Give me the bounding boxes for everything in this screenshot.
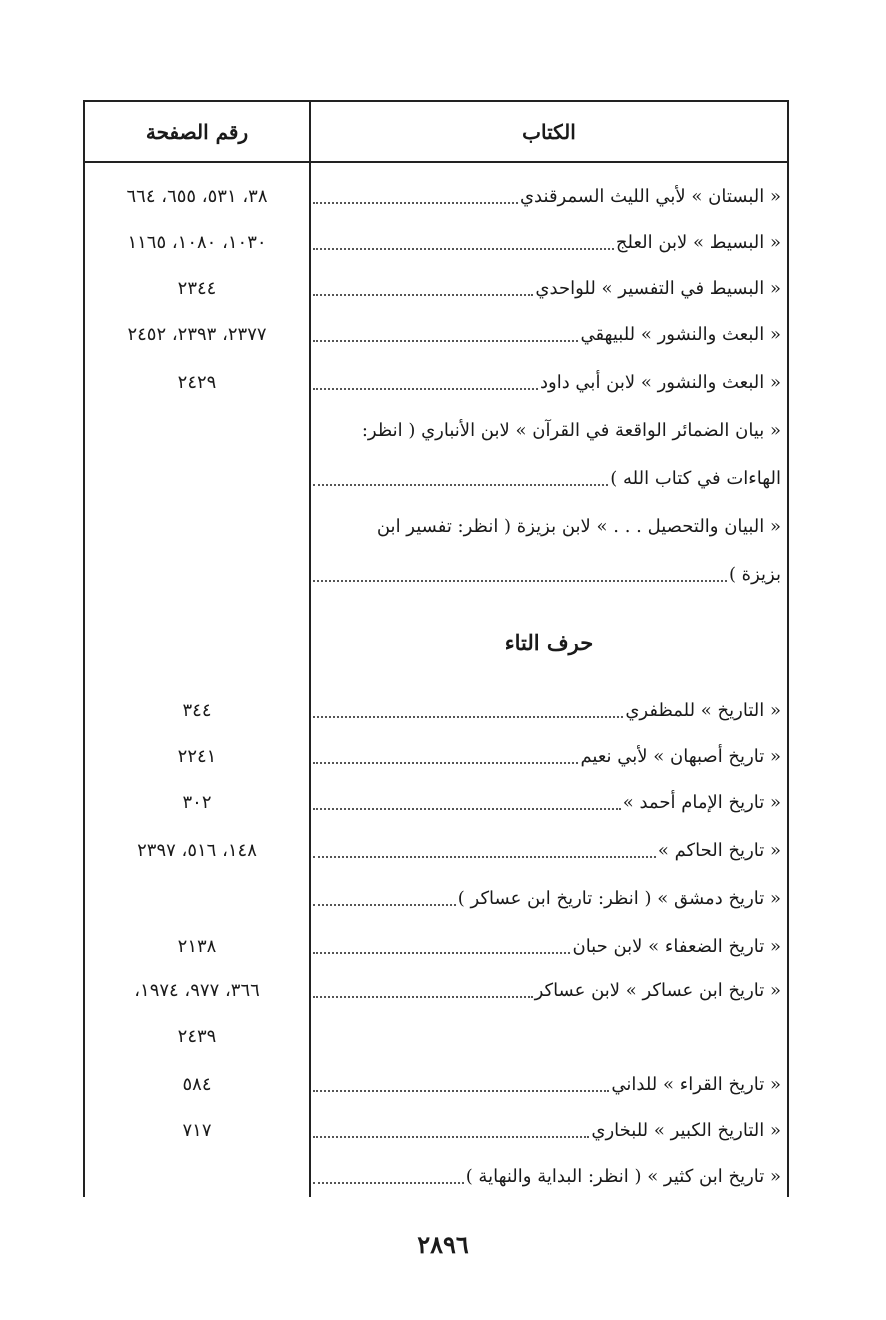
page-numbers: ٣٨، ٥٣١، ٦٥٥، ٦٦٤ bbox=[126, 185, 268, 207]
page-numbers: ٣٠٢ bbox=[182, 791, 212, 813]
page-numbers: ٢٢٤١ bbox=[177, 745, 217, 767]
page-numbers-continued: ٢٤٣٩ bbox=[177, 1025, 217, 1047]
page-numbers: ٢٣٤٤ bbox=[177, 277, 217, 299]
book-title: « البعث والنشور » لابن أبي داود bbox=[313, 360, 781, 404]
section-heading: حرف التاء bbox=[504, 629, 594, 655]
table-row bbox=[85, 828, 787, 872]
page-numbers: ١٤٨، ٥١٦، ٢٣٩٧ bbox=[137, 839, 257, 861]
book-title: « تاريخ الحاكم » bbox=[313, 828, 781, 872]
page-numbers: ١٠٣٠، ١٠٨٠، ١١٦٥ bbox=[127, 231, 267, 253]
table-row bbox=[85, 504, 787, 548]
page-number: ٢٨٩٦ bbox=[417, 1230, 469, 1259]
book-title: « تاريخ ابن عساكر » لابن عساكر bbox=[313, 968, 781, 1012]
table-row bbox=[85, 1062, 787, 1106]
table-row bbox=[85, 968, 787, 1012]
column-header-book: الكتاب bbox=[522, 119, 576, 144]
table-row bbox=[85, 734, 787, 778]
table-row bbox=[85, 220, 787, 264]
book-title: « البستان » لأبي الليث السمرقندي bbox=[313, 174, 781, 218]
table-row bbox=[85, 552, 787, 596]
book-title: « التاريخ الكبير » للبخاري bbox=[313, 1108, 781, 1152]
column-header-pages: رقم الصفحة bbox=[145, 119, 249, 144]
table-row bbox=[85, 312, 787, 356]
table-row bbox=[85, 266, 787, 310]
book-title-line: « البيان والتحصيل . . . » لابن بزيزة ( انظر: تفسير ابن bbox=[376, 515, 781, 537]
book-title: « تاريخ أصبهان » لأبي نعيم bbox=[313, 734, 781, 778]
table-row bbox=[85, 360, 787, 404]
page-numbers: ٣٦٦، ٩٧٧، ١٩٧٤، bbox=[134, 979, 260, 1001]
book-title: « تاريخ ابن كثير » ( انظر: البداية والنهاية ) bbox=[313, 1154, 781, 1198]
table-row bbox=[85, 924, 787, 968]
book-title-line: « بيان الضمائر الواقعة في القرآن » لابن الأنباري ( انظر: bbox=[361, 419, 781, 441]
page-numbers: ٧١٧ bbox=[182, 1119, 212, 1141]
table-row bbox=[85, 780, 787, 824]
table-row bbox=[85, 1014, 787, 1058]
table-row bbox=[85, 876, 787, 920]
page-numbers: ٥٨٤ bbox=[182, 1073, 212, 1095]
table-row bbox=[85, 688, 787, 732]
table-row bbox=[85, 1108, 787, 1152]
page-numbers: ٢٤٢٩ bbox=[177, 371, 217, 393]
book-title: « تاريخ الإمام أحمد » bbox=[313, 780, 781, 824]
book-title: « تاريخ الضعفاء » لابن حبان bbox=[313, 924, 781, 968]
book-title: « البسيط في التفسير » للواحدي bbox=[313, 266, 781, 310]
book-title: « التاريخ » للمظفري bbox=[313, 688, 781, 732]
book-title: « تاريخ دمشق » ( انظر: تاريخ ابن عساكر ) bbox=[313, 876, 781, 920]
page-numbers: ٢١٣٨ bbox=[177, 935, 217, 957]
index-table bbox=[83, 100, 789, 1197]
table-row bbox=[85, 408, 787, 452]
page-numbers: ٢٣٧٧، ٢٣٩٣، ٢٤٥٢ bbox=[127, 323, 267, 345]
header-divider bbox=[85, 161, 787, 163]
book-title: « البعث والنشور » للبيهقي bbox=[313, 312, 781, 356]
book-title: « البسيط » لابن العلج bbox=[313, 220, 781, 264]
book-title-line: بزيزة ) bbox=[313, 552, 781, 596]
book-title-line: الهاءات في كتاب الله ) bbox=[313, 456, 781, 500]
table-row bbox=[85, 174, 787, 218]
book-title: « تاريخ القراء » للداني bbox=[313, 1062, 781, 1106]
table-row bbox=[85, 456, 787, 500]
table-row bbox=[85, 1154, 787, 1198]
page-numbers: ٣٤٤ bbox=[182, 699, 212, 721]
